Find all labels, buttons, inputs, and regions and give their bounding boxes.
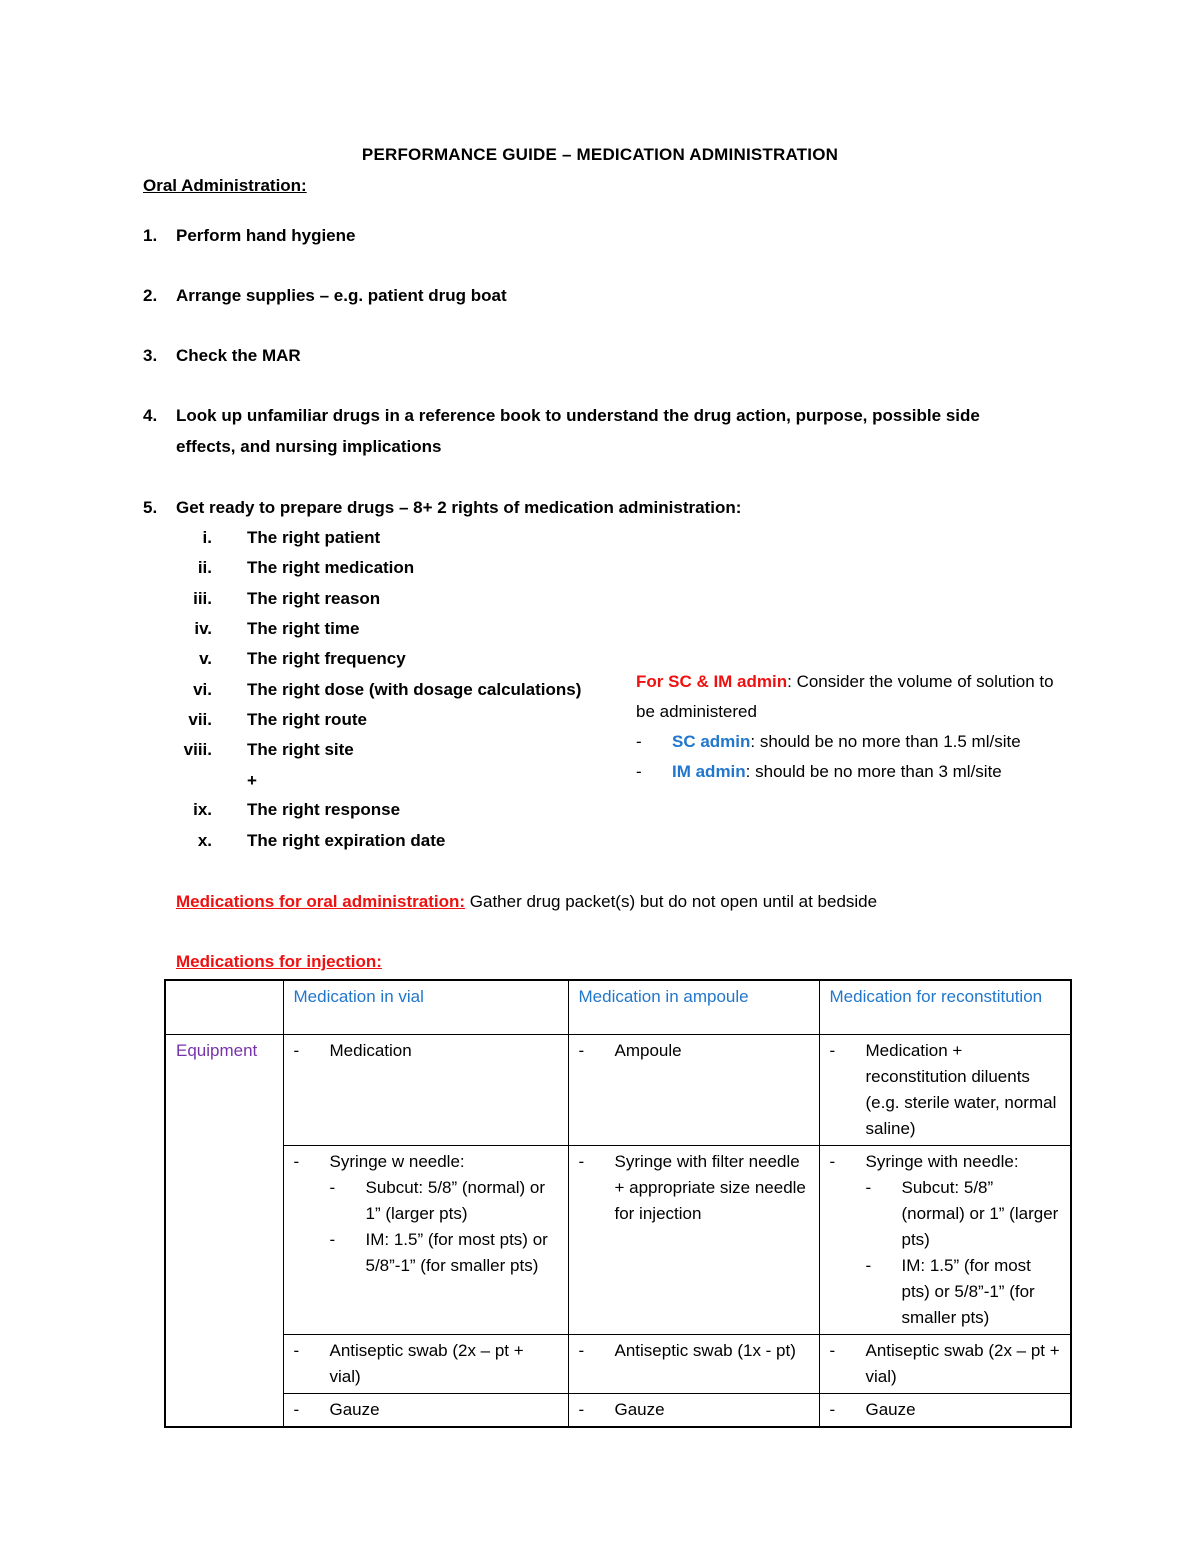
header-medication-for-reconstitution: Medication for reconstitution <box>819 980 1071 1034</box>
right-number: iii. <box>193 589 212 608</box>
table-cell: - Antiseptic swab (1x - pt) <box>568 1334 819 1393</box>
im-admin-note: - IM admin: should be no more than 3 ml/site <box>636 762 1002 781</box>
table-row <box>165 1334 1071 1393</box>
right-item: The right site <box>247 740 354 759</box>
header-medication-in-ampoule: Medication in ampoule <box>568 980 819 1034</box>
table-cell: - Gauze <box>819 1393 1071 1427</box>
right-number: v. <box>199 649 212 668</box>
right-item: The right response <box>247 800 401 819</box>
sc-im-note: For SC & IM admin: Consider the volume of solution to <box>636 672 1054 691</box>
step-4: 4. Look up unfamiliar drugs in a reference book to understand the drug action, purpose, possible side <box>143 406 980 425</box>
table-cell: - Gauze <box>568 1393 819 1427</box>
right-number: x. <box>197 831 212 850</box>
injection-equipment-table <box>164 979 1072 1428</box>
right-item: The right expiration date <box>247 831 446 850</box>
table-cell: - Syringe with filter needle + appropriate size needle for injection <box>568 1145 819 1334</box>
step-4-continuation: effects, and nursing implications <box>176 437 442 456</box>
right-number: vii. <box>188 710 212 729</box>
step-3: 3. Check the MAR <box>143 346 301 365</box>
table-cell: - Ampoule <box>568 1034 819 1145</box>
sc-admin-note: - SC admin: should be no more than 1.5 ml/site <box>636 732 1021 751</box>
right-item: The right time <box>247 619 360 638</box>
table-corner-cell <box>165 980 283 1034</box>
sc-im-note-continuation: be administered <box>636 702 757 721</box>
right-item: The right reason <box>247 589 381 608</box>
step-5: 5. Get ready to prepare drugs – 8+ 2 rights of medication administration: <box>143 498 742 517</box>
table-row <box>165 1034 1071 1145</box>
table-cell: - Syringe w needle: - Subcut: 5/8” (normal) or 1” (larger pts) - IM: 1.5” (for most pts) or 5/8”-1” (for smaller pts) <box>283 1145 568 1334</box>
right-item: The right route <box>247 710 367 729</box>
table-row <box>165 1393 1071 1427</box>
step-2: 2. Arrange supplies – e.g. patient drug boat <box>143 286 507 305</box>
table-cell: - Medication + reconstitution diluents (e.g. sterile water, normal saline) <box>819 1034 1071 1145</box>
right-number: ii. <box>197 558 212 577</box>
table-cell: - Gauze <box>283 1393 568 1427</box>
page-title: PERFORMANCE GUIDE – MEDICATION ADMINISTRATION <box>361 145 839 164</box>
right-item: The right dose (with dosage calculations) <box>247 680 582 699</box>
injection-heading: Medications for injection: <box>176 952 382 971</box>
table-header-row <box>165 980 1071 1034</box>
plus-sign: + <box>247 771 257 790</box>
right-number: i. <box>202 528 212 547</box>
table-cell: - Antiseptic swab (2x – pt + vial) <box>819 1334 1071 1393</box>
oral-medications-note: Medications for oral administration: Gather drug packet(s) but do not open until at bedside <box>176 892 878 911</box>
table-cell: - Syringe with needle: - Subcut: 5/8” (normal) or 1” (larger pts) - IM: 1.5” (for most pts) or 5/8”-1” (for smaller pts) <box>819 1145 1071 1334</box>
right-item: The right medication <box>247 558 415 577</box>
equipment-row-label: Equipment <box>165 1034 283 1427</box>
step-1: 1. Perform hand hygiene <box>143 226 356 245</box>
right-number: viii. <box>183 740 212 759</box>
right-number: vi. <box>193 680 212 699</box>
right-number: ix. <box>193 800 212 819</box>
table-row <box>165 1145 1071 1334</box>
header-medication-in-vial: Medication in vial <box>283 980 568 1034</box>
table-cell: - Medication <box>283 1034 568 1145</box>
right-number: iv. <box>194 619 212 638</box>
right-item: The right patient <box>247 528 381 547</box>
table-cell: - Antiseptic swab (2x – pt + vial) <box>283 1334 568 1393</box>
right-item: The right frequency <box>247 649 406 668</box>
oral-administration-heading: Oral Administration: <box>143 176 307 195</box>
